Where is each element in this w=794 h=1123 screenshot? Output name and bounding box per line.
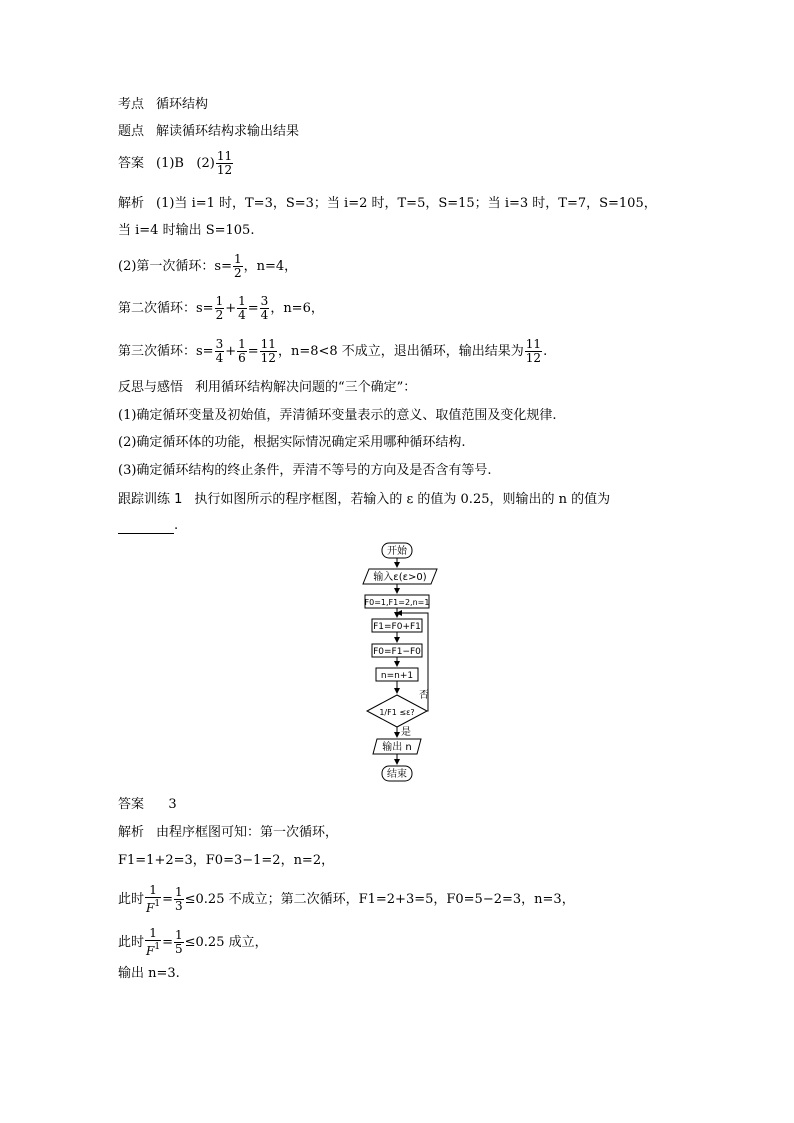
flow-end-text: 结束 — [387, 769, 407, 780]
analysis2-line5: 输出 n=3. — [118, 966, 180, 981]
flow-condition-text: 1/F1 ≤ε? — [379, 708, 415, 717]
exercise-label: 跟踪训练 1 — [118, 492, 183, 507]
answer2-label: 答案 — [118, 797, 145, 812]
flow-no-label: 否 — [419, 690, 429, 701]
kaodian-line — [118, 97, 208, 113]
answer1-fraction: $\frac{11}{12}$ — [216, 149, 233, 177]
reflection-p1: (1)确定循环变量及初始值，弄清循环变量表示的意义、取值范围及变化规律. — [118, 408, 557, 423]
reflection-label: 反思与感悟 — [118, 380, 184, 395]
kaodian-text: 循环结构 — [156, 97, 209, 112]
analysis2-label: 解析 — [118, 825, 145, 840]
analysis2-line2: F1=1+2=3，F0=3−1=2，n=2， — [118, 853, 335, 868]
exercise-blank-line: . — [118, 518, 178, 534]
loop1-line: (2)第一次循环：s= $\frac{1}{2}$ ，n=4， — [118, 252, 298, 280]
tidian-text: 解读循环结构求输出结果 — [156, 124, 300, 139]
loop3-line: 第三次循环：s= $\frac{3}{4}$ + $\frac{1}{6}$ = $\frac{11}{12}$ ，n=8<8 不成立，退出循环，输出结果为 $\frac{11}{12}$ . — [118, 337, 548, 365]
flow-init-text: F0=1,F1=2,n=1 — [364, 598, 430, 607]
flow-yes-label: 是 — [401, 727, 411, 738]
answer1-part2: (2) — [196, 156, 215, 171]
flow-output-text: 输出 n — [382, 742, 412, 753]
answer1-line — [118, 150, 234, 177]
exercise-text: 执行如图所示的程序框图，若输入的 ε 的值为 0.25，则输出的 n 的值为 — [194, 492, 611, 507]
reflection-line — [118, 380, 416, 396]
exercise-line — [118, 492, 610, 508]
kaodian-label: 考点 — [118, 97, 145, 112]
flowchart — [355, 538, 465, 790]
analysis1-line2: 当 i=4 时输出 S=105. — [118, 223, 255, 238]
analysis1-line1 — [118, 196, 657, 212]
analysis1-text1: (1)当 i=1 时，T=3，S=3；当 i=2 时，T=5，S=15；当 i=3 时，T=7，S=105， — [156, 196, 657, 211]
flow-step1-text: F1=F0+F1 — [373, 622, 421, 632]
reflection-intro: 利用循环结构解决问题的“三个确定”： — [195, 380, 417, 395]
analysis2-text1: 由程序框图可知：第一次循环， — [156, 825, 339, 840]
flow-start-text: 开始 — [387, 546, 407, 557]
answer2-line — [118, 797, 177, 813]
tidian-label: 题点 — [118, 124, 145, 139]
loop2-line: 第二次循环：s= $\frac{1}{2}$ + $\frac{1}{4}$ = $\frac{3}{4}$ ，n=6， — [118, 294, 324, 322]
analysis2-line1 — [118, 825, 338, 841]
flow-step3-text: n=n+1 — [380, 671, 414, 681]
answer2-value: 3 — [168, 797, 177, 812]
answer1-label: 答案 — [118, 156, 145, 171]
analysis1-label: 解析 — [118, 196, 145, 211]
answer1-part1: (1)B — [156, 156, 184, 171]
reflection-p3: (3)确定循环结构的终止条件，弄清不等号的方向及是否含有等号. — [118, 463, 492, 478]
flow-step2-text: F0=F1−F0 — [373, 647, 421, 657]
analysis2-line4: 此时 $\frac{1}{F^1}$ = $\frac{1}{5}$ ≤0.25 成立， — [118, 926, 268, 958]
flow-input-text: 输入ε(ε>0) — [373, 572, 427, 583]
analysis2-line3: 此时 $\frac{1}{F^1}$ = $\frac{1}{3}$ ≤0.25 不成立；第二次循环，F1=2+3=5，F0=5−2=3，n=3， — [118, 883, 575, 915]
tidian-line — [118, 124, 299, 140]
reflection-p2: (2)确定循环体的功能，根据实际情况确定采用哪种循环结构. — [118, 435, 466, 450]
answer-blank — [118, 521, 174, 534]
